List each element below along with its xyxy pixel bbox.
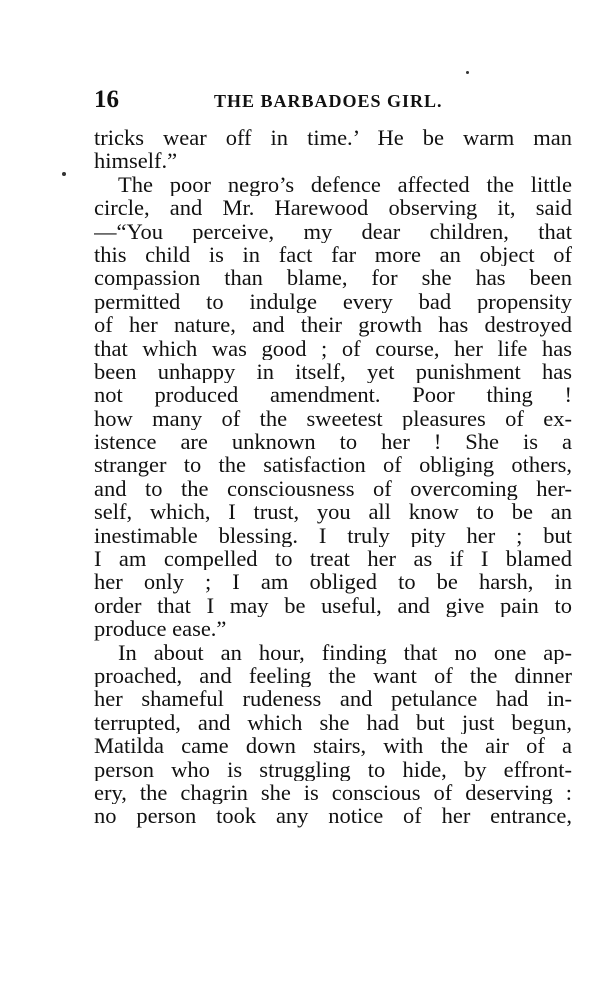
text-line: istence are unknown to her ! She is a bbox=[94, 430, 572, 454]
text-line: been unhappy in itself, yet punishment has bbox=[94, 359, 572, 384]
text-line: self, which, I trust, you all know to be an bbox=[94, 500, 572, 524]
text-line: ery, the chagrin she is conscious of deserving : bbox=[94, 780, 572, 805]
text-line: her shameful rudeness and petulance had in- bbox=[94, 687, 572, 711]
text-line: proached, and feeling the want of the dinner bbox=[94, 663, 572, 688]
text-line: inestimable blessing. I truly pity her ; but bbox=[94, 523, 572, 548]
text-line: of her nature, and their growth has destroyed bbox=[94, 313, 572, 337]
text-line: permitted to indulge every bad propensity bbox=[94, 289, 572, 314]
text-line: terrupted, and which she had but just begun, bbox=[94, 710, 572, 735]
page-number: 16 bbox=[94, 86, 119, 113]
text-line: The poor negro’s defence affected the little bbox=[118, 172, 572, 197]
paper-speck bbox=[466, 71, 469, 74]
text-line: this child is in fact far more an object of bbox=[94, 242, 572, 267]
text-line: order that I may be useful, and give pain to bbox=[94, 593, 572, 618]
text-line: compassion than blame, for she has been bbox=[94, 266, 572, 290]
text-line: person who is struggling to hide, by effront- bbox=[94, 757, 572, 781]
text-line: produce ease.” bbox=[94, 617, 227, 641]
text-line: circle, and Mr. Harewood observing it, said bbox=[94, 196, 572, 220]
text-line: I am compelled to treat her as if I blamed bbox=[94, 547, 572, 571]
text-line: no person took any notice of her entrance, bbox=[94, 804, 572, 828]
paper-speck bbox=[62, 172, 66, 176]
text-line: how many of the sweetest pleasures of ex- bbox=[94, 406, 572, 431]
text-line: not produced amendment. Poor thing ! bbox=[94, 383, 572, 407]
text-line: tricks wear off in time.’ He be warm man bbox=[94, 126, 572, 150]
text-line: stranger to the satisfaction of obliging others, bbox=[94, 453, 572, 477]
text-line: and to the consciousness of overcoming her- bbox=[94, 476, 572, 501]
text-line: her only ; I am obliged to be harsh, in bbox=[94, 570, 572, 594]
text-line: that which was good ; of course, her life has bbox=[94, 336, 572, 360]
page-header bbox=[94, 86, 560, 116]
running-title: THE BARBADOES GIRL. bbox=[214, 91, 443, 111]
text-line: In about an hour, finding that no one ap- bbox=[118, 640, 572, 664]
body-text bbox=[94, 126, 572, 828]
text-line: himself.” bbox=[94, 149, 178, 173]
text-line: —“You perceive, my dear children, that bbox=[94, 219, 572, 243]
text-line: Matilda came down stairs, with the air of a bbox=[94, 734, 572, 758]
